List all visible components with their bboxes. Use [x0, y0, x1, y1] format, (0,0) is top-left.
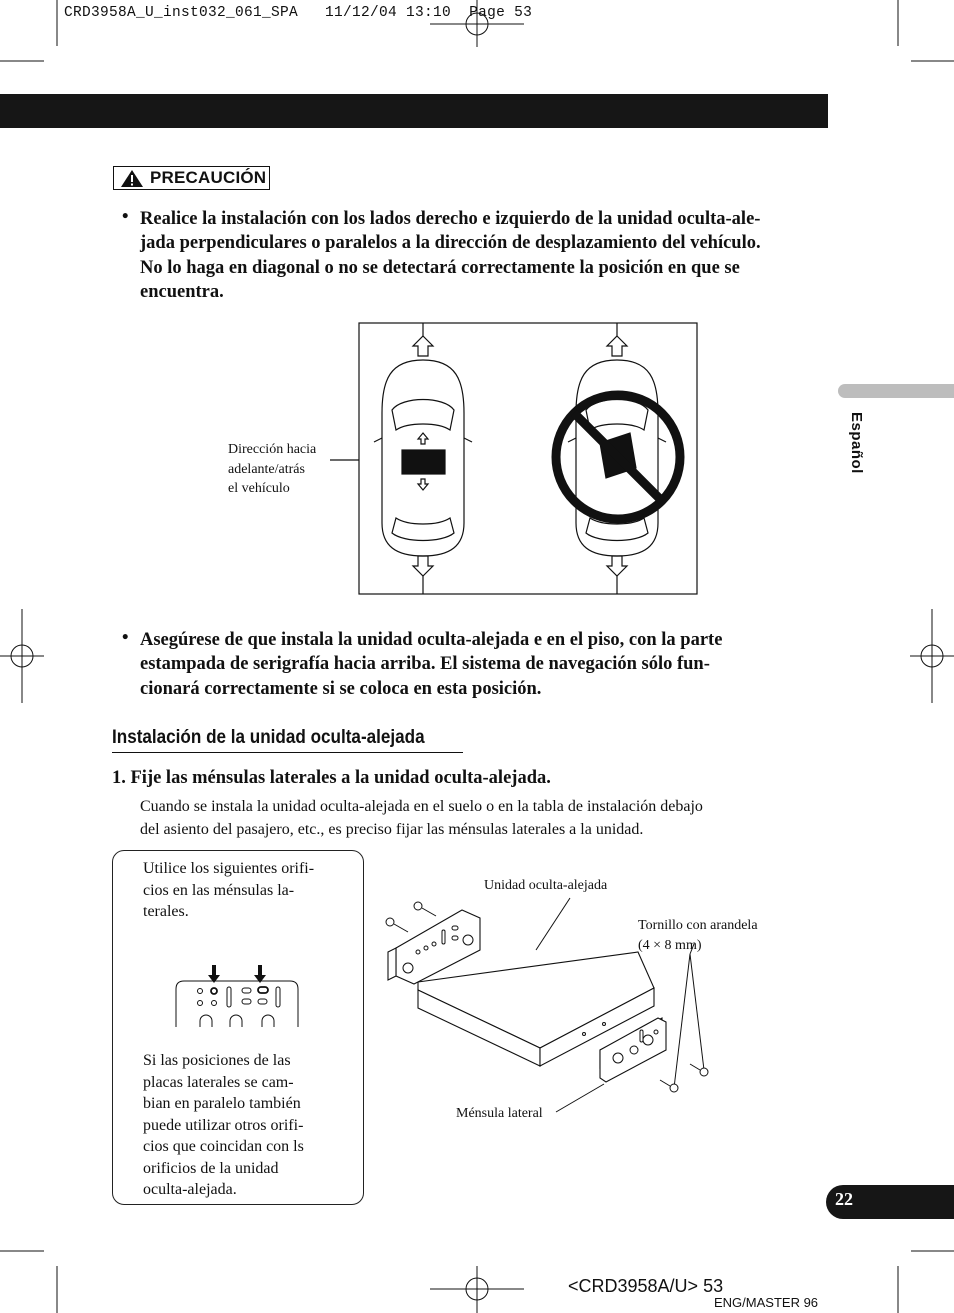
footer-model: <CRD3958A/U> 53 — [568, 1276, 724, 1296]
footer-code: ENG/MASTER 96 — [714, 1295, 819, 1310]
note-line: cios que coincidan con ls — [143, 1138, 304, 1155]
label-bracket: Ménsula lateral — [456, 1106, 543, 1121]
caption-line: adelante/atrás — [228, 461, 305, 477]
bullet-2-line: estampada de serigrafía hacia arriba. El sistema de navegación sólo fun- — [140, 654, 710, 675]
arrow-up-icon — [413, 336, 433, 356]
page-number: 22 — [835, 1189, 853, 1209]
note-line: puede utilizar otros orifi- — [143, 1116, 304, 1134]
bullet-1-text — [140, 207, 805, 305]
note-line: orificios de la unidad — [143, 1159, 279, 1177]
top-band — [0, 94, 828, 128]
bullet-1-line: Realice la instalación con los lados derecho e izquierdo de la unidad oculta-ale- — [140, 209, 761, 229]
note-line: Utilice los siguientes orifi- — [143, 860, 315, 877]
warning-triangle-icon — [120, 169, 144, 188]
caption-line: Dirección hacia — [228, 442, 317, 457]
direction-caption — [228, 440, 316, 499]
bullet-1-line: encuentra. — [140, 282, 224, 303]
unit-assembly-diagram — [378, 890, 718, 1120]
caption-line: el vehículo — [228, 481, 290, 496]
screw-line: (4 × 8 mm) — [638, 937, 702, 953]
orientation-diagram — [330, 318, 710, 600]
screw-line: Tornillo con arandela — [638, 918, 758, 933]
arrow-down-icon — [413, 556, 433, 576]
section-title: Instalación de la unidad oculta-alejada — [112, 727, 425, 748]
caution-label: PRECAUCIÓN — [150, 168, 267, 187]
bullet-2-line: cionará correctamente si se coloca en esta posición. — [140, 678, 542, 699]
bullet-1-line: No lo haga en diagonal o no se detectará correctamente la posición en que se — [140, 257, 740, 278]
bullet-mark: • — [122, 628, 129, 648]
bullet-2-line: Asegúrese de que instala la unidad oculta-alejada e en el piso, con la parte — [140, 630, 723, 650]
note-line: bian en paralelo también — [143, 1095, 301, 1112]
bullet-1-line: jada perpendiculares o paralelos a la dirección de desplazamiento del vehículo. — [140, 233, 761, 254]
note-line: terales. — [143, 903, 189, 920]
bullet-2-text — [140, 628, 805, 701]
label-unit: Unidad oculta-alejada — [484, 878, 608, 893]
section-underline — [112, 752, 463, 753]
step-title: 1. Fije las ménsulas laterales a la unidad oculta-alejada. — [112, 768, 551, 788]
note-line: Si las posiciones de las — [143, 1052, 291, 1069]
note-line: placas laterales se cam- — [143, 1073, 294, 1091]
bullet-mark: • — [122, 207, 129, 227]
prohibited-icon — [556, 395, 680, 519]
language-tab — [838, 384, 954, 398]
note-text-2 — [143, 1050, 343, 1201]
note-text-1 — [143, 858, 343, 923]
language-label: Español — [848, 412, 865, 474]
body-line: del asiento del pasajero, etc., es preciso fijar las ménsulas laterales a la unidad. — [140, 821, 644, 838]
note-line: cios en las ménsulas la- — [143, 881, 295, 899]
step-body — [140, 795, 800, 841]
body-line: Cuando se instala la unidad oculta-alejada en el suelo o en la tabla de instalación debajo — [140, 798, 703, 815]
print-header: CRD3958A_U_inst032_061_SPA 11/12/04 13:10 Page 53 — [64, 5, 533, 21]
note-line: oculta-alejada. — [143, 1181, 237, 1198]
bracket-holes-diagram — [172, 965, 302, 1029]
